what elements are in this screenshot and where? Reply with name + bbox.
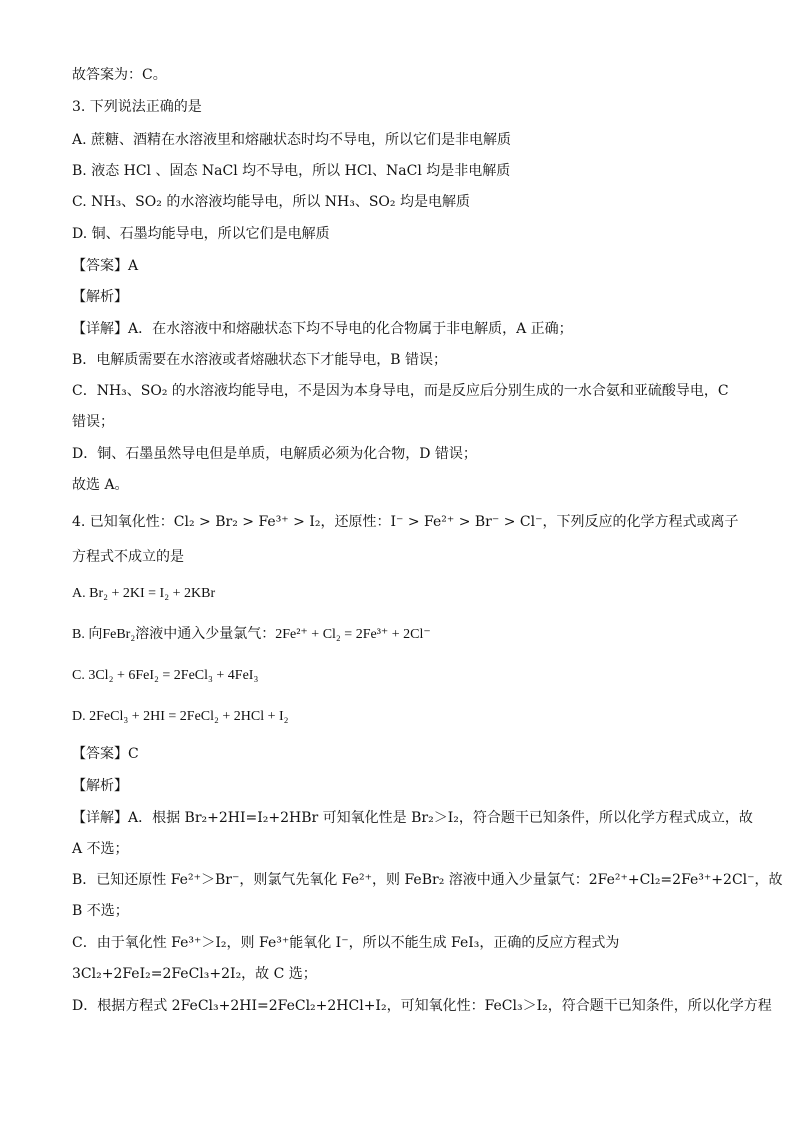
question-4-option-b: B. 向FeBr₂溶液中通入少量氯气：2Fe²⁺ + Cl₂ = 2Fe³⁺ + 2Cl⁻ xyxy=(72,627,431,642)
detail-line: 错误； xyxy=(72,414,114,430)
detail-line: C．由于氧化性 Fe³⁺＞I₂，则 Fe³⁺能氧化 I⁻，所以不能生成 FeI₃，正确的反应方程式为 xyxy=(72,935,620,951)
detail-line: B．已知还原性 Fe²⁺＞Br⁻，则氯气先氧化 Fe²⁺，则 FeBr₂ 溶液中通入少量氯气：2Fe²⁺+Cl₂=2Fe³⁺+2Cl⁻，故 xyxy=(72,872,783,888)
analysis-label: 【解析】 xyxy=(72,289,128,305)
question-3-option-d: D. 铜、石墨均能导电，所以它们是电解质 xyxy=(72,226,330,242)
question-4-stem: 4. 已知氧化性：Cl₂ > Br₂ > Fe³⁺ > I₂，还原性：I⁻ > Fe²⁺ > Br⁻ > Cl⁻，下列反应的化学方程式或离子 xyxy=(72,514,739,530)
answer-label: 【答案】A xyxy=(72,258,139,274)
question-4-option-a: A. Br₂ + 2KI = I₂ + 2KBr xyxy=(72,586,216,601)
detail-line: B 不选； xyxy=(72,903,129,919)
answer-label: 【答案】C xyxy=(72,746,139,762)
question-3-stem: 3. 下列说法正确的是 xyxy=(72,99,202,115)
question-3-option-a: A. 蔗糖、酒精在水溶液里和熔融状态时均不导电，所以它们是非电解质 xyxy=(72,132,512,148)
detail-line: C．NH₃、SO₂ 的水溶液均能导电，不是因为本身导电，而是反应后分别生成的一水合氨和亚硫酸导电，C xyxy=(72,383,729,399)
question-4-option-d: D. 2FeCl₃ + 2HI = 2FeCl₂ + 2HCl + I₂ xyxy=(72,709,289,724)
detail-line: 【详解】A．根据 Br₂+2HI=I₂+2HBr 可知氧化性是 Br₂＞I₂，符合题干已知条件，所以化学方程式成立，故 xyxy=(72,810,753,826)
question-4-option-c: C. 3Cl₂ + 6FeI₂ = 2FeCl₃ + 4FeI₃ xyxy=(72,668,259,683)
question-3-option-c: C. NH₃、SO₂ 的水溶液均能导电，所以 NH₃、SO₂ 均是电解质 xyxy=(72,194,470,210)
detail-line: A 不选； xyxy=(72,841,129,857)
detail-line: B．电解质需要在水溶液或者熔融状态下才能导电，B 错误； xyxy=(72,352,448,368)
detail-line: D．根据方程式 2FeCl₃+2HI=2FeCl₂+2HCl+I₂，可知氧化性：FeCl₃＞I₂，符合题干已知条件，所以化学方程 xyxy=(72,998,772,1014)
detail-line: 【详解】A．在水溶液中和熔融状态下均不导电的化合物属于非电解质，A 正确； xyxy=(72,321,573,337)
question-4-stem: 方程式不成立的是 xyxy=(72,549,184,565)
analysis-label: 【解析】 xyxy=(72,778,128,794)
conclusion-line: 故选 A。 xyxy=(72,477,129,493)
detail-line: D．铜、石墨虽然导电但是单质，电解质必须为化合物，D 错误； xyxy=(72,446,477,462)
question-3-option-b: B. 液态 HCl 、固态 NaCl 均不导电，所以 HCl、NaCl 均是非电解质 xyxy=(72,163,511,179)
detail-line: 3Cl₂+2FeI₂=2FeCl₃+2I₂，故 C 选； xyxy=(72,966,317,982)
text-line: 故答案为：C。 xyxy=(72,67,167,83)
